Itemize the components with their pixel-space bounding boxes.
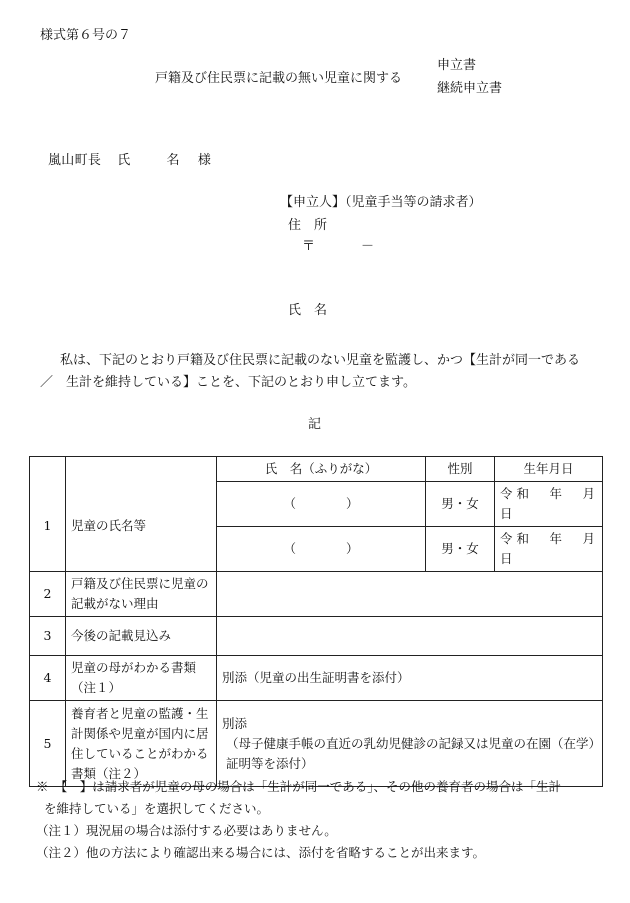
addressee-town: 嵐山町長 [48, 153, 102, 168]
dob-month: 月 [582, 531, 595, 546]
table-row [30, 617, 603, 656]
row-label: 養育者と児童の監護・生計関係や児童が国内に居住していることがわかる書類（注２） [66, 701, 217, 787]
request-type-application: 申立書 [437, 58, 477, 73]
dob-year: 年 [549, 486, 562, 501]
dob-day: 日 [500, 506, 513, 521]
child-name-field[interactable]: （ ） [217, 527, 426, 572]
dob-year: 年 [549, 531, 562, 546]
dob-field[interactable] [495, 482, 603, 527]
col-name-kana: 氏 名（ふりがな） [217, 457, 426, 482]
dob-era: 令 和 [500, 486, 529, 501]
table-header-row [30, 457, 603, 482]
ki-heading: 記 [308, 417, 322, 432]
mother-document-value: 別添（児童の出生証明書を添付） [217, 656, 603, 701]
asterisk-note-line2: を維持している」を選択してください。 [44, 801, 270, 816]
address-label: 住 所 [288, 218, 328, 233]
table-row [30, 701, 603, 787]
row-label: 児童の母がわかる書類（注１） [66, 656, 217, 701]
asterisk-note-line1: ※ 【 】は請求者が児童の母の場合は「生計が同一である」、その他の養育者の場合は「生計 [36, 779, 562, 794]
custody-document-value [217, 701, 603, 787]
form-title: 戸籍及び住民票に記載の無い児童に関する [155, 71, 403, 86]
child-name-field[interactable]: （ ） [217, 482, 426, 527]
dob-day: 日 [500, 551, 513, 566]
custody-document-line2: （母子健康手帳の直近の乳幼児健診の記録又は児童の在園（在学）証明等を添付） [226, 735, 595, 771]
notes [36, 776, 611, 864]
dob-field[interactable] [495, 527, 603, 572]
postal-mark: 〒 [302, 239, 316, 254]
future-record-field[interactable] [217, 617, 603, 656]
table-row [30, 656, 603, 701]
dob-month: 月 [582, 486, 595, 501]
sex-choice[interactable]: 男・女 [426, 527, 495, 572]
note-2: （注２）他の方法により確認出来る場合には、添付を省略することが出来ます。 [36, 845, 486, 860]
row-label: 今後の記載見込み [66, 617, 217, 656]
declaration-text: 私は、下記のとおり戸籍及び住民票に記載のない児童を監護し、かつ【生計が同一である ／ 生計を維持している】ことを、下記のとおり申し立てます。 [40, 353, 594, 390]
request-type-continuation: 継続申立書 [437, 81, 503, 96]
sex-choice[interactable]: 男・女 [426, 482, 495, 527]
child-info-table [29, 456, 603, 787]
no-record-reason-field[interactable] [217, 572, 603, 617]
note-1: （注１）現況届の場合は添付する必要はありません。 [36, 823, 337, 838]
addressee [48, 152, 211, 170]
row-number: 2 [30, 572, 66, 617]
addressee-mei: 名 [166, 153, 180, 168]
applicant-name-label: 氏 名 [288, 303, 328, 318]
addressee-sama: 様 [197, 153, 212, 168]
applicant-label: 【申立人】（児童手当等の請求者） [280, 195, 482, 210]
addressee-shi: 氏 [117, 153, 131, 168]
table-row [30, 482, 603, 527]
row-number: 1 [30, 482, 66, 572]
row-number: 4 [30, 656, 66, 701]
col-dob: 生年月日 [495, 457, 603, 482]
custody-document-line1: 別添 [222, 715, 248, 731]
row-number: 5 [30, 701, 66, 787]
table-row [30, 572, 603, 617]
dob-era: 令 和 [500, 531, 529, 546]
form-number: 様式第６号の７ [40, 28, 132, 43]
postal-code-field[interactable] [302, 238, 374, 256]
row-number: 3 [30, 617, 66, 656]
row-label: 戸籍及び住民票に児童の記載がない理由 [66, 572, 217, 617]
postal-dash: － [361, 239, 375, 254]
row-label: 児童の氏名等 [66, 482, 217, 572]
col-sex: 性別 [426, 457, 495, 482]
